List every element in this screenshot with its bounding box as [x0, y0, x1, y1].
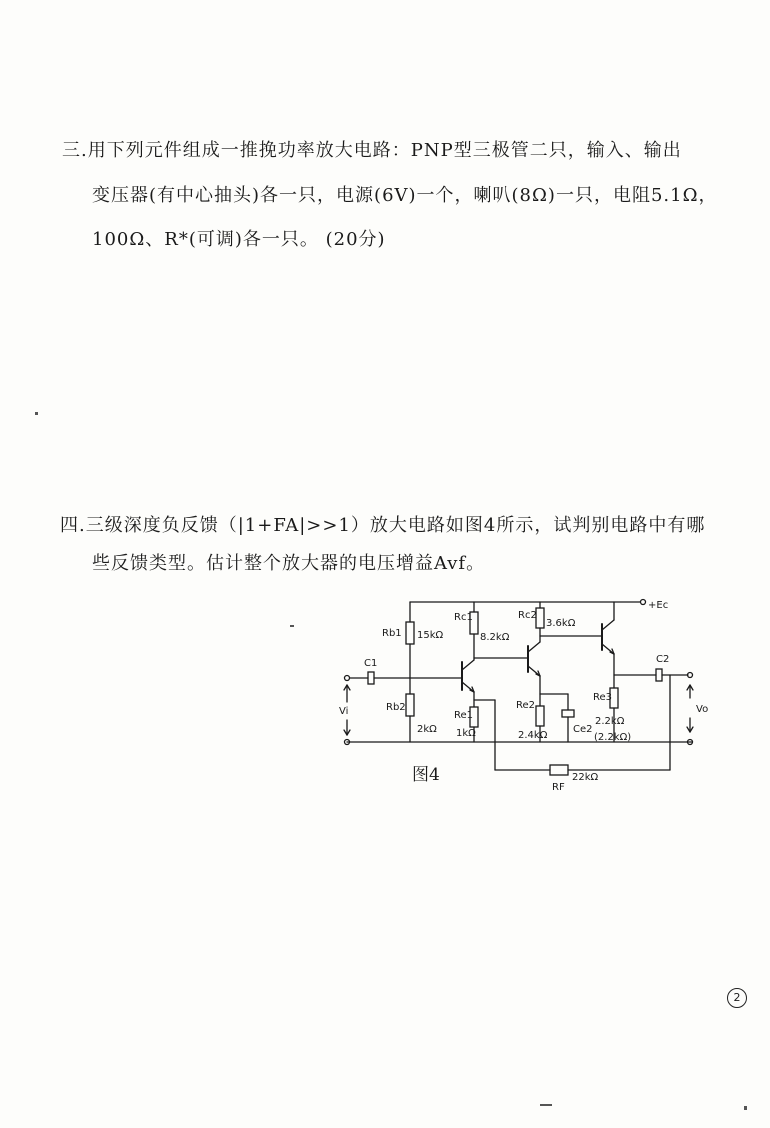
amplifier-circuit-diagram [320, 590, 720, 800]
rf-label: RF [552, 782, 565, 793]
rb2-label: Rb2 [386, 702, 406, 713]
question3-line1: 三.用下列元件组成一推挽功率放大电路：PNP型三极管二只，输入、输出 [62, 140, 682, 161]
scan-speck [744, 1106, 747, 1110]
resistor-rc2 [536, 608, 544, 628]
resistor-rb1 [406, 622, 414, 644]
rc2-value: 3.6kΩ [546, 618, 576, 629]
question3-line3: 100Ω、R*(可调)各一只。 (20分) [92, 229, 386, 250]
capacitor-c1 [368, 672, 374, 684]
rc1-value: 8.2kΩ [480, 632, 510, 643]
re3-label: Re3 [593, 692, 613, 703]
resistor-rb2 [406, 694, 414, 716]
re2-label: Re2 [516, 700, 536, 711]
resistor-rf [550, 765, 568, 775]
re2-value: 2.4kΩ [518, 730, 548, 741]
question3-line2: 变压器(有中心抽头)各一只，电源(6V)一个，喇叭(8Ω)一只，电阻5.1Ω， [92, 185, 718, 206]
supply-terminal [641, 600, 646, 605]
scan-speck [290, 625, 294, 627]
figure-caption: 图4 [412, 765, 440, 785]
ce2-label: Ce2 [573, 724, 593, 735]
rc2-label: Rc2 [518, 610, 537, 621]
scan-speck [540, 1104, 552, 1106]
supply-label: +Ec [648, 600, 669, 611]
question4-line2: 些反馈类型。估计整个放大器的电压增益Avf。 [92, 553, 486, 574]
rf-value: 22kΩ [572, 772, 599, 783]
rb1-label: Rb1 [382, 628, 402, 639]
vi-label: Vi [339, 706, 349, 717]
capacitor-ce2 [562, 710, 574, 717]
capacitor-c2 [656, 669, 662, 681]
c2-label: C2 [656, 654, 670, 665]
rc1-label: Rc1 [454, 612, 473, 623]
re1-value: 1kΩ [456, 728, 476, 739]
rb2-value: 2kΩ [417, 724, 437, 735]
rb1-value: 15kΩ [417, 630, 444, 641]
resistor-re2 [536, 706, 544, 726]
vo-label: Vo [696, 704, 709, 715]
re1-label: Re1 [454, 710, 474, 721]
scan-speck [35, 412, 38, 415]
ce2-value: (2.2kΩ) [594, 732, 632, 743]
question4-line1: 四.三级深度负反馈（|1+FA|>>1）放大电路如图4所示，试判别电路中有哪 [60, 515, 706, 536]
input-terminal-top [345, 676, 350, 681]
page-number: 2 [727, 988, 747, 1008]
c1-label: C1 [364, 658, 378, 669]
re3-value: 2.2kΩ [595, 716, 625, 727]
